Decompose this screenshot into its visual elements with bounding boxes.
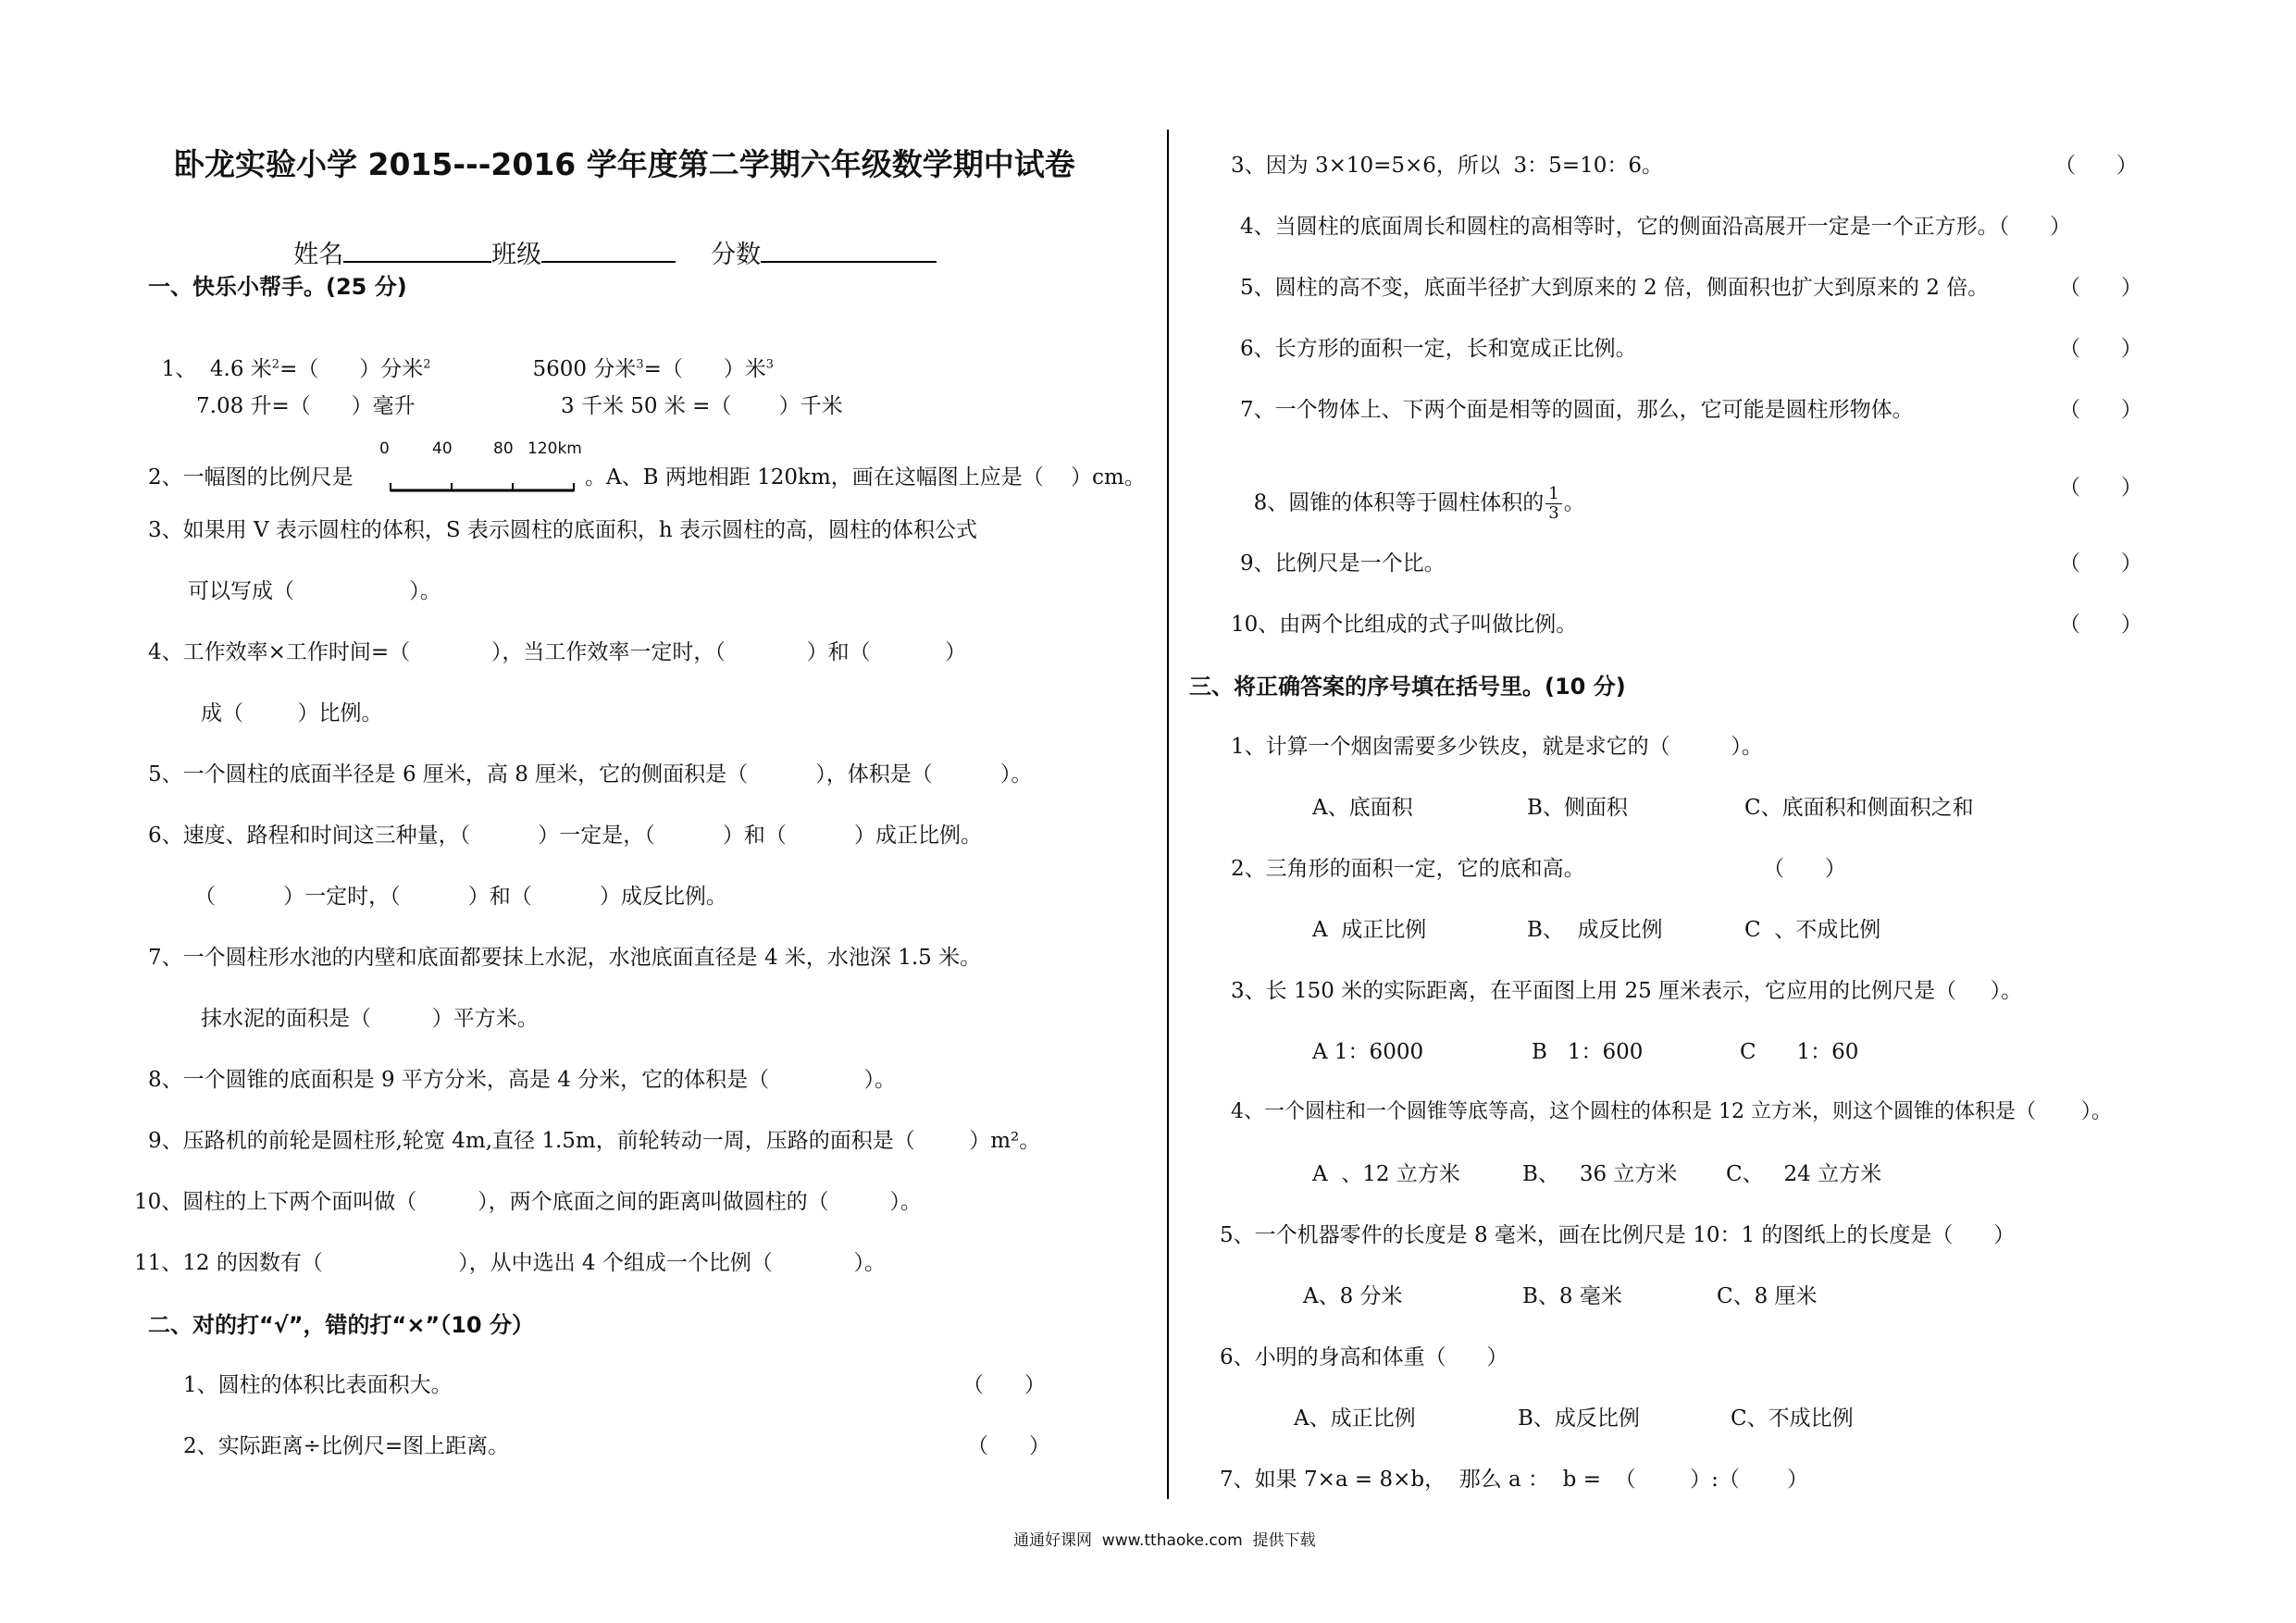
- choice-5-option-b[interactable]: B、8 毫米: [1522, 1284, 1622, 1308]
- choice-2-option-a[interactable]: A 成正比例: [1312, 918, 1427, 942]
- scale-label-80: 80: [493, 440, 514, 458]
- choice-2: 2、三角形的面积一定，它的底和高。: [1231, 857, 1585, 881]
- choice-5-option-c[interactable]: C、8 厘米: [1717, 1284, 1818, 1308]
- judge-4: 4、当圆柱的底面周长和圆柱的高相等时，它的侧面沿高展开一定是一个正方形。（ ）: [1240, 215, 2071, 239]
- scale-bar-graphic: [389, 457, 597, 494]
- choice-1-option-c[interactable]: C、底面积和侧面积之和: [1744, 796, 1974, 820]
- judge-9: 9、比例尺是一个比。: [1240, 551, 1446, 576]
- question-6-line1: 6、速度、路程和时间这三种量，（ ）一定是，（ ）和（ ）成正比例。: [148, 824, 982, 848]
- class-label: 班级: [491, 241, 542, 269]
- judge-2: 2、实际距离÷比例尺=图上距离。: [183, 1434, 510, 1458]
- question-5: 5、一个圆柱的底面半径是 6 厘米，高 8 厘米，它的侧面积是（ ），体积是（ ）。: [148, 762, 1033, 787]
- question-3-line2: 可以写成（ ）。: [188, 579, 441, 603]
- choice-6-option-b[interactable]: B、成反比例: [1518, 1406, 1640, 1431]
- choice-2-paren[interactable]: （ ）: [1763, 857, 1846, 881]
- scale-label-120km: 120km: [527, 440, 582, 458]
- choice-2-option-c[interactable]: C 、不成比例: [1744, 918, 1881, 942]
- choice-3-option-a[interactable]: A 1：6000: [1312, 1040, 1424, 1064]
- choice-5: 5、一个机器零件的长度是 8 毫米，画在比例尺是 10：1 的图纸上的长度是（ ）: [1220, 1223, 2016, 1247]
- choice-3: 3、长 150 米的实际距离，在平面图上用 25 厘米表示，它应用的比例尺是（ ）。: [1231, 979, 2023, 1003]
- score-blank[interactable]: [761, 235, 937, 263]
- exam-title: 卧龙实验小学 2015---2016 学年度第二学期六年级数学期中试卷: [174, 146, 1075, 182]
- name-label: 姓名: [293, 241, 344, 269]
- q1a-part3: 5600 分米: [532, 357, 637, 381]
- judge-3: 3、因为 3×10=5×6，所以 3：5=10：6。: [1231, 154, 1663, 178]
- judge-1-paren[interactable]: （ ）: [962, 1373, 1046, 1397]
- question-2-end: 。A、B 两地相距 120km，画在这幅图上应是（ ）cm。: [585, 465, 1146, 489]
- judge-3-paren[interactable]: （ ）: [2054, 154, 2138, 178]
- score-label: 分数: [711, 241, 762, 269]
- judge-7-paren[interactable]: （ ）: [2059, 398, 2142, 422]
- choice-1: 1、计算一个烟囱需要多少铁皮，就是求它的（ ）。: [1231, 735, 1763, 759]
- choice-7: 7、如果 7×a = 8×b， 那么 a ： b = （ ）:（ ）: [1220, 1468, 1809, 1492]
- judge-9-paren[interactable]: （ ）: [2059, 551, 2142, 576]
- judge-8: [1240, 461, 1585, 523]
- question-1a: 1、 4.6 米$^2$=（ ）分米$^2$ 5600 分米$^3$=（ ）米$^3$: [161, 357, 775, 381]
- judge-5: 5、圆柱的高不变，底面半径扩大到原来的 2 倍，侧面积也扩大到原来的 2 倍。: [1240, 276, 1990, 300]
- scale-label-40: 40: [432, 440, 453, 458]
- choice-6-option-c[interactable]: C、不成比例: [1731, 1406, 1854, 1431]
- question-6-line2: （ ）一定时，（ ）和（ ）成反比例。: [194, 885, 727, 909]
- name-blank[interactable]: [343, 235, 491, 263]
- question-1b-right: 3 千米 50 米 =（ ）千米: [561, 394, 843, 418]
- judge-8-paren[interactable]: （ ）: [2059, 476, 2142, 500]
- choice-6-option-a[interactable]: A、成正比例: [1294, 1406, 1416, 1431]
- judge-1: 1、圆柱的体积比表面积大。: [183, 1373, 453, 1397]
- question-4-line2: 成（ ）比例。: [201, 701, 383, 725]
- judge-10-paren[interactable]: （ ）: [2059, 613, 2142, 637]
- question-10: 10、圆柱的上下两个面叫做（ ），两个底面之间的距离叫做圆柱的（ ）。: [134, 1190, 922, 1214]
- choice-1-option-a[interactable]: A、底面积: [1312, 796, 1413, 820]
- judge-6-paren[interactable]: （ ）: [2059, 337, 2142, 361]
- judge-6: 6、长方形的面积一定，长和宽成正比例。: [1240, 337, 1637, 361]
- choice-3-option-c[interactable]: C 1：60: [1740, 1040, 1859, 1064]
- choice-4: 4、一个圆柱和一个圆锥等底等高，这个圆柱的体积是 12 立方米，则这个圆锥的体积是（ ）。: [1231, 1100, 2112, 1123]
- choice-5-option-a[interactable]: A、8 分米: [1303, 1284, 1403, 1308]
- question-2-start: 2、一幅图的比例尺是: [148, 465, 354, 489]
- question-3-line1: 3、如果用 V 表示圆柱的体积，S 表示圆柱的底面积，h 表示圆柱的高，圆柱的体积公式: [148, 518, 978, 542]
- choice-4-option-a[interactable]: A 、12 立方米: [1312, 1162, 1460, 1186]
- scale-label-0: 0: [379, 440, 390, 458]
- question-4-line1: 4、工作效率×工作时间=（ ），当工作效率一定时，（ ）和（ ）: [148, 640, 967, 664]
- question-8: 8、一个圆锥的底面积是 9 平方分米，高是 4 分米，它的体积是（ ）。: [148, 1068, 896, 1092]
- choice-2-option-b[interactable]: B、 成反比例: [1527, 918, 1663, 942]
- q1a-part2: =（ ）分米: [279, 357, 424, 381]
- question-1b-left: 7.08 升=（ ）毫升: [196, 394, 416, 418]
- fraction-one-third: $\frac{1}{3}$: [1545, 485, 1561, 523]
- choice-4-option-c[interactable]: C、 24 立方米: [1726, 1162, 1882, 1186]
- footer-credit: 通通好课网 www.tthaoke.com 提供下载: [1013, 1531, 1316, 1550]
- map-scale-bar: [379, 440, 588, 477]
- question-11: 11、12 的因数有（ ），从中选出 4 个组成一个比例（ ）。: [134, 1251, 887, 1275]
- judge-5-paren[interactable]: （ ）: [2059, 276, 2142, 300]
- judge-8-text: 8、圆锥的体积等于圆柱体积的: [1253, 490, 1545, 515]
- choice-3-option-b[interactable]: B 1：600: [1532, 1040, 1644, 1064]
- q1a-part4: =（ ）米: [643, 357, 766, 381]
- judge-2-paren[interactable]: （ ）: [967, 1434, 1050, 1458]
- choice-4-option-b[interactable]: B、 36 立方米: [1522, 1162, 1678, 1186]
- student-info-line: [278, 205, 937, 270]
- section-3-title: 三、将正确答案的序号填在括号里。(10 分): [1189, 674, 1626, 700]
- question-9: 9、压路机的前轮是圆柱形,轮宽 4m,直径 1.5m，前轮转动一周，压路的面积是（ ）m²。: [148, 1129, 1041, 1153]
- judge-10: 10、由两个比组成的式子叫做比例。: [1231, 613, 1578, 637]
- column-divider: [1167, 130, 1169, 1499]
- question-7-line1: 7、一个圆柱形水池的内壁和底面都要抹上水泥，水池底面直径是 4 米，水池深 1.5 米。: [148, 946, 982, 970]
- choice-1-option-b[interactable]: B、侧面积: [1527, 796, 1628, 820]
- question-7-line2: 抹水泥的面积是（ ）平方米。: [201, 1007, 539, 1031]
- class-blank[interactable]: [541, 235, 676, 263]
- q1a-part1: 1、 4.6 米: [161, 357, 272, 381]
- judge-7: 7、一个物体上、下两个面是相等的圆面，那么，它可能是圆柱形物体。: [1240, 398, 1914, 422]
- judge-8-end: 。: [1563, 490, 1585, 515]
- section-1-title: 一、快乐小帮手。(25 分): [148, 274, 407, 300]
- section-2-title: 二、对的打“√”，错的打“×”（10 分）: [148, 1312, 534, 1338]
- choice-6: 6、小明的身高和体重（ ）: [1220, 1345, 1508, 1369]
